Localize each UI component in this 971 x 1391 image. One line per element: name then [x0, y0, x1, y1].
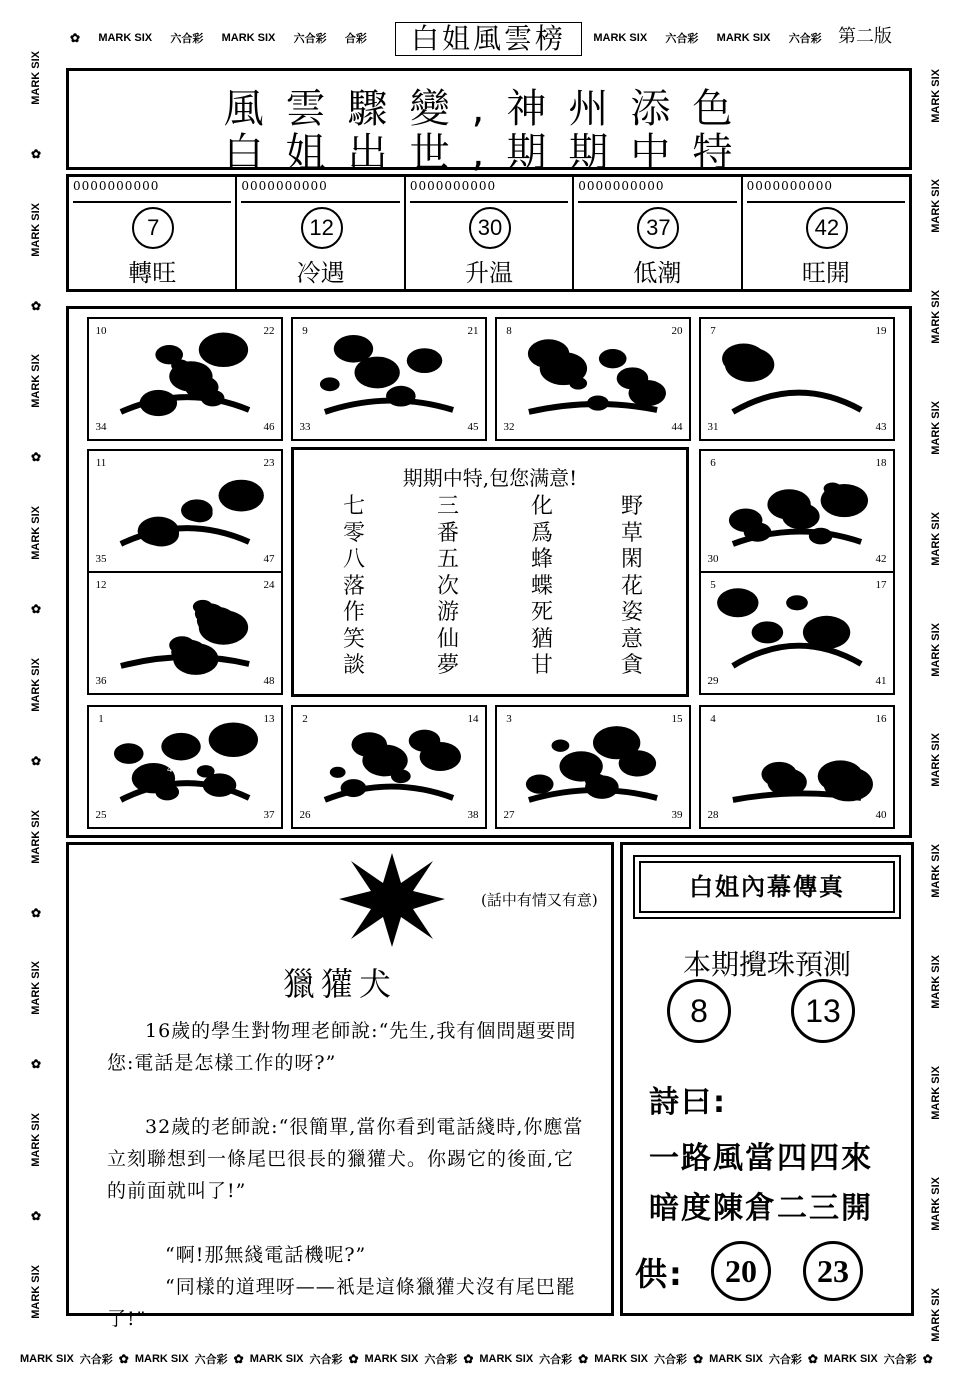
picture-number: 47	[263, 553, 275, 565]
bet-number: 23	[803, 1241, 863, 1301]
brand-text: MARK SIX	[716, 32, 771, 44]
brand-vertical: MARK SIX	[930, 401, 942, 455]
headline-line-1: 風雲驟變,神州添色	[223, 86, 755, 132]
zodiac-picture	[87, 317, 283, 441]
picture-number: 1	[98, 713, 104, 725]
brand-vertical: MARK SIX	[930, 1176, 942, 1231]
flower-icon: ✿	[922, 1352, 933, 1366]
picture-number: 13	[263, 713, 275, 725]
prediction-number: 13	[791, 979, 855, 1043]
poem-label: 詩曰:	[649, 1085, 727, 1120]
small-cn-text: 合彩	[344, 33, 367, 45]
picture-number: 3	[506, 713, 512, 725]
poem-column: 野草閑花姿意貪	[620, 494, 643, 678]
flower-icon: ✿	[30, 753, 42, 768]
headline-box	[66, 68, 912, 176]
flower-icon: ✿	[807, 1352, 818, 1366]
poem-column: 七零八落作笑談	[342, 494, 365, 678]
picture-number: 2	[302, 713, 308, 725]
number-circle: 30	[469, 207, 511, 249]
brand-text: MARK SIX	[364, 1353, 419, 1365]
zodiac-picture	[699, 317, 895, 441]
picture-number: 19	[875, 325, 887, 337]
ink-illustration	[111, 587, 259, 678]
flower-icon: ✿	[30, 602, 42, 616]
flower-icon: ✿	[693, 1352, 704, 1366]
poem-column: 三番五次游仙夢	[436, 494, 459, 678]
picture-number: 48	[263, 675, 275, 687]
picture-number: 10	[95, 325, 107, 337]
prediction-title: 本期攪珠預測	[682, 948, 851, 981]
picture-number: 21	[467, 325, 479, 337]
picture-number: 23	[263, 457, 275, 469]
dot-border: 0000000000	[578, 179, 736, 203]
picture-number: 42	[875, 553, 887, 565]
headline-line-2: 白姐出世,期期中特	[223, 130, 755, 176]
number-row	[66, 174, 912, 292]
brand-vertical: MARK SIX	[930, 733, 942, 788]
bet-label: 供:	[635, 1255, 684, 1293]
picture-number: 15	[671, 713, 683, 725]
zodiac-picture	[495, 705, 691, 829]
picture-number: 11	[95, 457, 107, 469]
brand-text: MARK SIX	[823, 1353, 878, 1365]
zodiac-picture	[699, 571, 895, 695]
brand-vertical: MARK SIX	[30, 809, 42, 864]
brand-vertical: MARK SIX	[930, 179, 942, 234]
number-circle: 37	[637, 207, 679, 249]
zodiac-picture	[291, 317, 487, 441]
brand-vertical: MARK SIX	[30, 961, 42, 1016]
picture-number: 7	[710, 325, 716, 337]
picture-number: 8	[506, 325, 512, 337]
flower-icon: ✿	[30, 1209, 42, 1223]
picture-number: 41	[875, 675, 887, 687]
brand-text: MARK SIX	[594, 1353, 648, 1365]
flower-icon: ✿	[30, 298, 42, 313]
picture-number: 35	[95, 553, 107, 565]
brand-cn-text: 六合彩	[293, 33, 327, 45]
brand-text: MARK SIX	[709, 1353, 763, 1365]
number-word: 低潮	[633, 259, 682, 287]
prediction-banner: 白姐內幕傳真	[639, 861, 895, 913]
poem-line: 暗度陳倉二三開	[649, 1191, 873, 1226]
bet-number: 20	[711, 1241, 771, 1301]
flower-icon: ✿	[233, 1352, 244, 1366]
picture-number: 6	[710, 457, 716, 469]
picture-number: 14	[467, 713, 479, 725]
brand-cn-text: 六合彩	[665, 33, 699, 45]
poem-column: 化爲蜂蝶死猶甘	[530, 494, 553, 678]
poem-box	[291, 447, 689, 697]
picture-number: 37	[263, 809, 275, 821]
brand-text: MARK SIX	[593, 32, 648, 44]
brand-vertical: MARK SIX	[930, 844, 942, 899]
page-title: 白姐風雲榜	[395, 22, 582, 56]
brand-vertical: MARK SIX	[930, 511, 942, 566]
prediction-number: 8	[667, 979, 731, 1043]
flower-icon: ✿	[30, 450, 42, 465]
picture-number: 18	[875, 457, 887, 469]
poem-heading: 期期中特,包您满意!	[402, 466, 578, 490]
left-brand-strip	[22, 30, 50, 1340]
ink-illustration	[723, 587, 871, 678]
dot-border: 0000000000	[241, 179, 399, 203]
poem-line: 一路風當四四來	[649, 1141, 873, 1176]
dot-border: 0000000000	[747, 179, 905, 203]
joke-paragraph: “啊!那無綫電話機呢?”	[165, 1244, 367, 1266]
flower-icon: ✿	[30, 905, 42, 920]
picture-number: 45	[467, 421, 479, 433]
brand-cn-text: 六合彩	[194, 1354, 228, 1366]
edition-label: 第二版	[838, 26, 892, 47]
picture-number: 28	[707, 809, 719, 821]
brand-cn-text: 六合彩	[170, 33, 204, 45]
joke-paragraph: 16歲的學生對物理老師說:“先生,我有個問題要問您:電話是怎樣工作的呀?”	[107, 1020, 577, 1074]
brand-vertical: MARK SIX	[930, 1065, 942, 1120]
brand-text: MARK SIX	[249, 1353, 304, 1365]
picture-number: 38	[467, 809, 479, 821]
brand-cn-text: 六合彩	[768, 1354, 802, 1366]
brand-vertical: MARK SIX	[930, 290, 942, 344]
number-cell	[574, 177, 742, 289]
flower-icon: ✿	[30, 1057, 42, 1072]
picture-number: 20	[671, 325, 683, 337]
picture-number: 22	[263, 325, 275, 337]
picture-number: 27	[503, 809, 515, 821]
picture-number: 17	[875, 579, 887, 591]
joke-paragraph: 32歲的老師說:“很簡單,當你看到電話綫時,你應當立刻聯想到一條尾巴很長的獵獾犬。你踢它的後面,它的前面就叫了!”	[107, 1116, 584, 1202]
number-word: 轉旺	[128, 259, 177, 287]
dot-border: 0000000000	[73, 179, 231, 203]
zodiac-picture	[87, 571, 283, 695]
brand-cn-text: 六合彩	[883, 1354, 917, 1366]
zodiac-picture	[291, 705, 487, 829]
brand-cn-text: 六合彩	[309, 1354, 343, 1366]
picture-number: 26	[299, 809, 311, 821]
number-cell	[69, 177, 237, 289]
picture-number: 43	[875, 421, 887, 433]
brand-vertical: MARK SIX	[930, 1287, 942, 1342]
joke-heading: 獵獾犬	[282, 965, 397, 1003]
picture-number: 12	[95, 579, 107, 591]
picture-number: 33	[299, 421, 311, 433]
picture-number: 36	[95, 675, 107, 687]
right-brand-strip	[922, 40, 950, 1370]
flower-icon: ✿	[463, 1352, 474, 1366]
picture-number: 34	[95, 421, 107, 433]
brand-vertical: MARK SIX	[30, 506, 42, 561]
flower-icon: ✿	[30, 146, 42, 161]
ink-illustration	[315, 333, 463, 424]
flower-icon: ✿	[70, 31, 81, 45]
picture-number: 30	[707, 553, 719, 565]
flower-icon: ✿	[118, 1352, 129, 1366]
number-circle: 7	[132, 207, 174, 249]
dot-border: 0000000000	[410, 179, 568, 203]
zodiac-picture	[87, 705, 283, 829]
brand-cn-text: 六合彩	[654, 1354, 687, 1366]
brand-vertical: MARK SIX	[30, 50, 42, 105]
number-circle: 12	[301, 207, 343, 249]
number-word: 升温	[465, 259, 514, 287]
brand-cn-text: 六合彩	[788, 33, 822, 45]
brand-vertical: MARK SIX	[30, 657, 42, 712]
brand-vertical: MARK SIX	[930, 955, 942, 1009]
brand-vertical: MARK SIX	[30, 202, 42, 257]
zodiac-picture-grid	[66, 306, 912, 838]
brand-vertical: MARK SIX	[30, 1264, 42, 1319]
picture-extra-number: 49	[167, 763, 178, 775]
picture-number: 25	[95, 809, 107, 821]
flower-icon: ✿	[348, 1352, 359, 1366]
ink-illustration	[111, 465, 259, 556]
zodiac-picture	[699, 705, 895, 829]
zodiac-picture	[87, 449, 283, 573]
picture-number: 24	[263, 579, 275, 591]
picture-number: 46	[263, 421, 275, 433]
bottom-brand-strip	[20, 1344, 933, 1374]
brand-text: MARK SIX	[134, 1353, 189, 1365]
brand-text: MARK SIX	[20, 1353, 74, 1365]
ink-illustration	[723, 333, 871, 424]
number-word: 冷遇	[296, 259, 345, 287]
brand-cn-text: 六合彩	[424, 1354, 458, 1366]
zodiac-picture	[495, 317, 691, 441]
brand-cn-text: 六合彩	[539, 1354, 573, 1366]
ink-illustration	[111, 721, 259, 812]
number-cell	[237, 177, 405, 289]
brand-vertical: MARK SIX	[930, 68, 942, 123]
brand-text: MARK SIX	[479, 1353, 534, 1365]
ink-illustration	[111, 333, 259, 424]
picture-number: 29	[707, 675, 719, 687]
joke-paragraph: “同樣的道理呀——衹是這條獵獾犬沒有尾巴罷了!”	[107, 1276, 576, 1330]
brand-cn-text: 六合彩	[79, 1354, 113, 1366]
brand-text: MARK SIX	[98, 32, 153, 44]
ink-illustration	[519, 721, 667, 812]
number-word: 旺開	[801, 259, 850, 287]
picture-number: 39	[671, 809, 683, 821]
zodiac-picture	[699, 449, 895, 573]
joke-panel	[66, 842, 614, 1330]
number-cell	[406, 177, 574, 289]
brand-vertical: MARK SIX	[930, 622, 942, 677]
joke-title: 雲雨之歡話	[167, 876, 407, 930]
ink-illustration	[315, 721, 463, 812]
ink-illustration	[723, 721, 871, 812]
picture-number: 40	[875, 809, 887, 821]
picture-number: 5	[710, 579, 716, 591]
number-circle: 42	[806, 207, 848, 249]
picture-number: 31	[707, 421, 719, 433]
picture-number: 44	[671, 421, 683, 433]
joke-subtitle: (話中有情又有意)	[481, 891, 598, 909]
picture-number: 9	[302, 325, 308, 337]
ink-illustration	[723, 465, 871, 556]
picture-number: 32	[503, 421, 515, 433]
picture-number: 16	[875, 713, 887, 725]
flower-icon: ✿	[578, 1352, 589, 1366]
number-cell	[743, 177, 909, 289]
brand-text: MARK SIX	[221, 32, 276, 44]
brand-vertical: MARK SIX	[30, 354, 42, 409]
ink-illustration	[519, 333, 667, 424]
brand-vertical: MARK SIX	[30, 1113, 42, 1168]
prediction-panel	[620, 842, 914, 1316]
picture-number: 4	[710, 713, 716, 725]
